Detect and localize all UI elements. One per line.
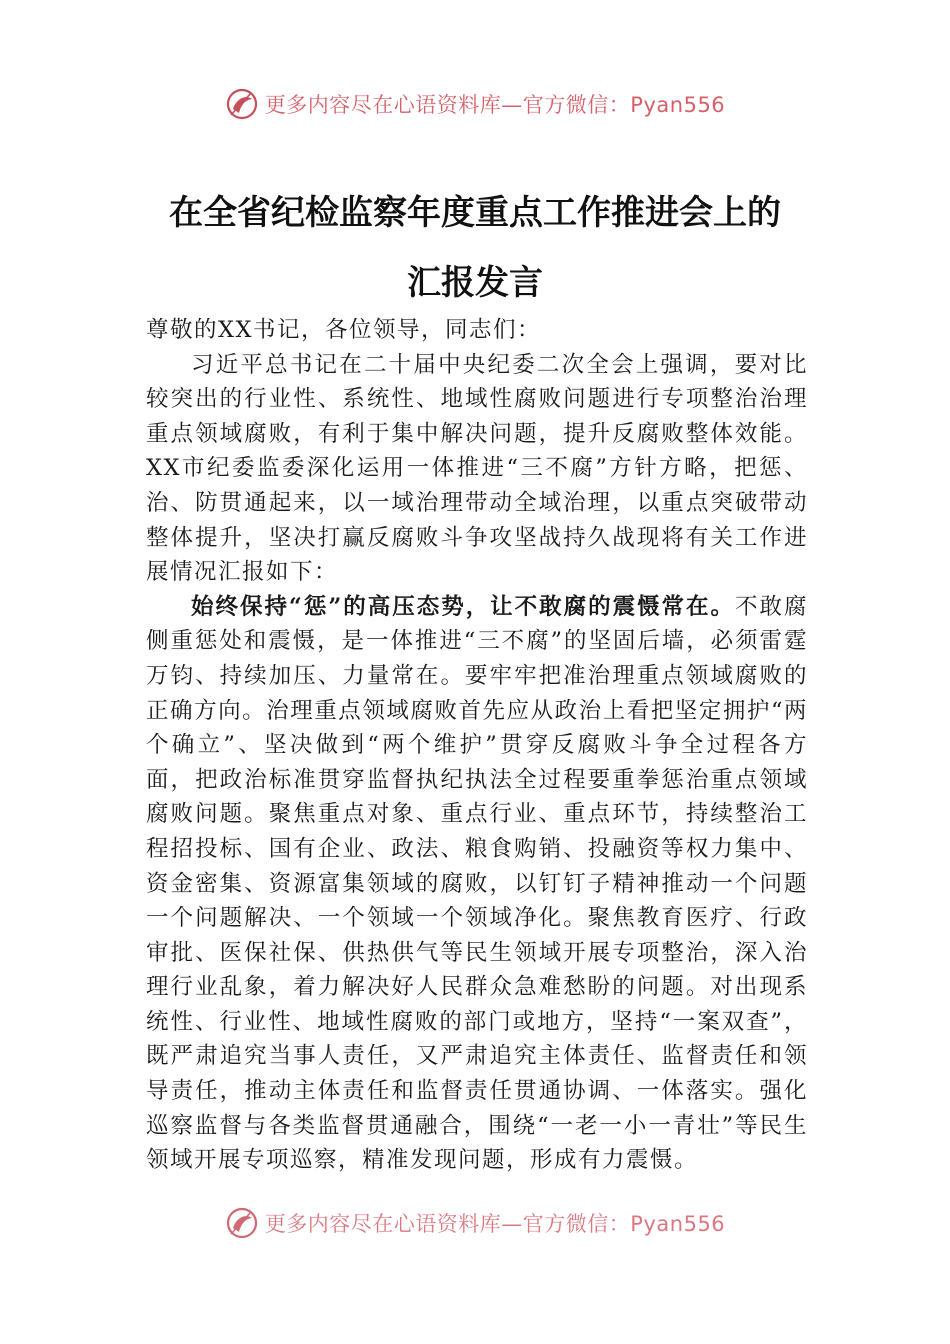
- section-body: 不敢腐侧重惩处和震慑，是一体推进“三不腐”的坚固后墙，必须雷霆万钧、持续加压、力量常在。要牢牢把准治理重点领域腐败的正确方向。治理重点领域腐败首先应从政治上看把坚定拥护“两个确立”、坚决做到“两个维护”贯穿反腐败斗争全过程各方面，把政治标准贯穿监督执纪执法全过程要重拳惩治重点领域腐败问题。聚焦重点对象、重点行业、重点环节，持续整治工程招投标、国有企业、政法、粮食购销、投融资等权力集中、资金密集、资源富集领域的腐败，以钉钉子精神推动一个问题一个问题解决、一个领域一个领域净化。聚焦教育医疗、行政审批、医保社保、供热供气等民生领域开展专项整治，深入治理行业乱象，着力解决好人民群众急难愁盼的问题。对出现系统性、行业性、地域性腐败的部门或地方，坚持“一案双查”，既严肃追究当事人责任，又严肃追究主体责任、监督责任和领导责任，推动主体责任和监督责任贯通协调、一体落实。强化巡察监督与各类监督贯通融合，围绕“一老一小一青壮”等民生领域开展专项巡察，精准发现问题，形成有力震慑。: [146, 593, 808, 1174]
- document-title-line2: 汇报发言: [407, 263, 543, 303]
- salutation: 尊敬的XX书记，各位领导，同志们：: [146, 317, 542, 343]
- watermark-banner-bottom: [0, 1203, 950, 1243]
- paragraph-intro: 习近平总书记在二十届中央纪委二次全会上强调，要对比较突出的行业性、系统性、地域性腐败问题进行专项整治治理重点领域腐败，有利于集中解决问题，提升反腐败整体效能。XX市纪委监委深化运用一体推进“三不腐”方针方略，把惩、治、防贯通起来，以一域治理带动全域治理，以重点突破带动整体提升，坚决打赢反腐败斗争攻坚战持久战现将有关工作进展情况汇报如下：: [146, 351, 808, 586]
- watermark-text: 更多内容尽在心语资料库—官方微信：Pyan556: [264, 1212, 726, 1236]
- document-title-line1: 在全省纪检监察年度重点工作推进会上的: [169, 193, 781, 233]
- watermark-text: 更多内容尽在心语资料库—官方微信：Pyan556: [264, 93, 726, 117]
- paragraph-section-1: [146, 590, 808, 1178]
- seal-logo-icon: [225, 1206, 259, 1240]
- document-body: [146, 313, 808, 1178]
- watermark-banner-top: [0, 84, 950, 124]
- section-heading: 始终保持“惩”的高压态势，让不敢腐的震慑常在。: [191, 593, 736, 620]
- seal-logo-icon: [225, 87, 259, 121]
